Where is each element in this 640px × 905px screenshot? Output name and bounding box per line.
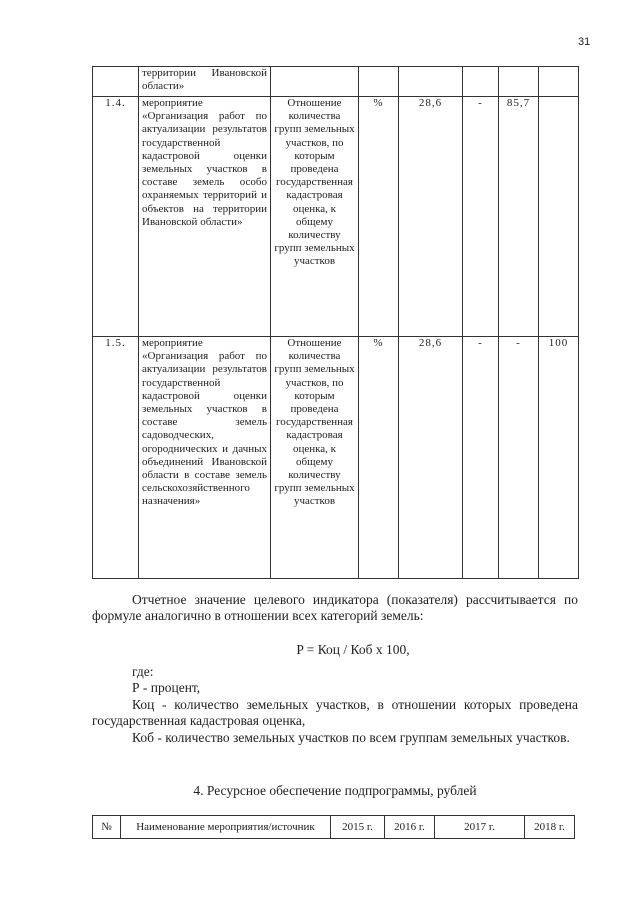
value-4: 100 (539, 337, 579, 579)
activity-name: мероприятие «Организация работ по актуализации результатов государственной кадастровой оценки земельных участков в составе земель садоводческих, огороднических и дачных объединений Ивановской области в составе земель сельскохозяйственного назначения» (139, 337, 271, 579)
header-2015: 2015 г. (331, 816, 385, 839)
indicator-name (271, 67, 359, 97)
header-2016: 2016 г. (385, 816, 435, 839)
table-row-continuation (93, 67, 579, 97)
unit (359, 67, 399, 97)
page-number: 31 (578, 36, 591, 48)
formula: P = Коц / Коб х 100, (296, 642, 410, 657)
value-3: 85,7 (499, 97, 539, 337)
paragraph-calculation: Отчетное значение целевого индикатора (показателя) рассчитывается по формуле аналогично в отношении всех категорий земель: (92, 592, 578, 623)
activity-name: мероприятие «Организация работ по актуализации результатов государственной кадастровой оценки земельных участков в составе земель особо охраняемых территорий и объектов на территории Ивановской области» (139, 97, 271, 337)
definition-koc: Коц - количество земельных участков, в отношении которых проведена государственная кадастровая оценка, (92, 697, 578, 728)
unit: % (359, 337, 399, 579)
table-row (93, 337, 579, 579)
value-2: - (463, 97, 499, 337)
header-2018: 2018 г. (525, 816, 575, 839)
section-heading: 4. Ресурсное обеспечение подпрограммы, рублей (193, 783, 477, 798)
header-number: № (93, 816, 121, 839)
definition-p: Р - процент, (132, 680, 201, 695)
value-1: 28,6 (399, 97, 463, 337)
indicator-name: Отношение количества групп земельных участков, по которым проведена государственная кадастровая оценка, к общему количеству групп земельных участков (271, 337, 359, 579)
resource-table (92, 815, 575, 839)
value-2: - (463, 337, 499, 579)
table-header-row (93, 816, 575, 839)
table-row (93, 97, 579, 337)
value-2 (463, 67, 499, 97)
where-label: где: (132, 664, 154, 679)
value-1: 28,6 (399, 337, 463, 579)
value-3: - (499, 337, 539, 579)
header-name: Наименование мероприятия/источник (121, 816, 331, 839)
value-4 (539, 67, 579, 97)
row-number: 1.4. (93, 97, 139, 337)
unit: % (359, 97, 399, 337)
indicator-table (92, 66, 579, 579)
value-4 (539, 97, 579, 337)
indicator-name: Отношение количества групп земельных участков, по которым проведена государственная кадастровая оценка, к общему количеству групп земельных участков (271, 97, 359, 337)
row-number (93, 67, 139, 97)
value-1 (399, 67, 463, 97)
definition-kob: Коб - количество земельных участков по всем группам земельных участков. (132, 730, 570, 745)
activity-name: территории Ивановской области» (139, 67, 271, 97)
header-2017: 2017 г. (435, 816, 525, 839)
value-3 (499, 67, 539, 97)
row-number: 1.5. (93, 337, 139, 579)
